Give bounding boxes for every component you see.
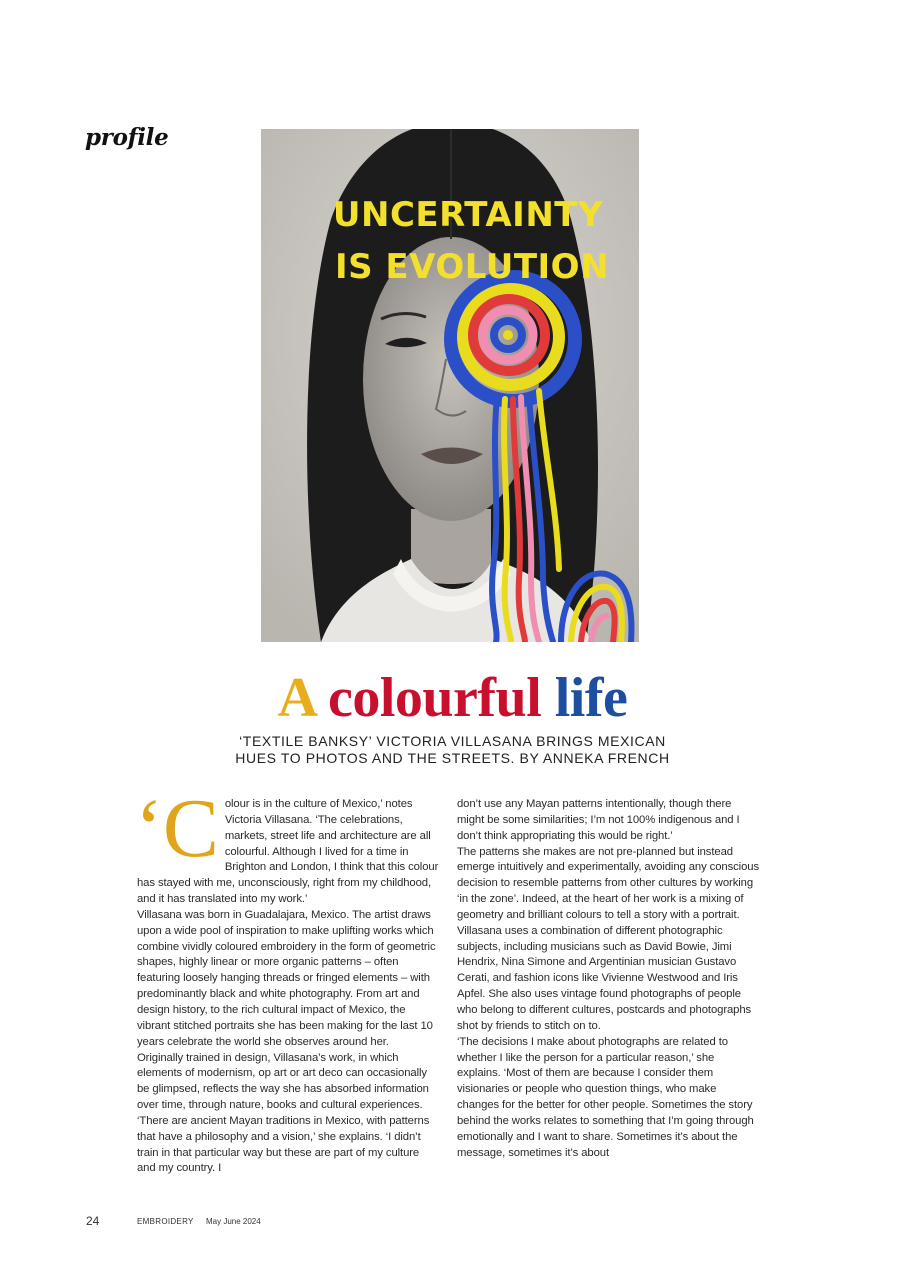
photo-overlay-line-2: IS EVOLUTION (334, 247, 610, 287)
article-column-left (135, 782, 439, 1177)
section-label: profile (85, 124, 169, 151)
paragraph: Villasana was born in Guadalajara, Mexico. The artist draws upon a wide pool of inspiration to make uplifting works which combine vividly coloured embroidery in the form of geometric shapes, highly linear or more organic patterns – often featuring loosely hanging threads or fringed elements – with predominantly black and white photography. From art and design history, to the rich cultural impact of Mexico, the vibrant stitched portraits she has been making for the last 10 years celebrate the world she observes around her. (137, 908, 436, 1048)
issue-date: May June 2024 (206, 1217, 261, 1226)
headline-word-2: colourful (327, 667, 542, 729)
standfirst-line-2: HUES TO PHOTOS AND THE STREETS. BY ANNEKA FRENCH (235, 750, 670, 766)
paragraph: Villasana uses a combination of different photographic subjects, including musicians such as David Bowie, Jimi Hendrix, Nina Simone and Argentinian musician Gustavo Cerati, and fashion icons like Vivienne Westwood and Iris Apfel. She also uses vintage found photographs of people who belong to different cultures, postcards and photographs shot by friends to stitch on to. (457, 924, 752, 1032)
drop-cap: ‘C (135, 782, 219, 875)
paragraph: olour is in the culture of Mexico,’ notes Victoria Villasana. ‘The celebrations, markets, street life and architecture are all colourful. Although I lived for a time in Brighton and London, I think that this colour has stayed with me, unconsciously, right from my childhood, and it has translated into my work.’ (137, 798, 439, 906)
headline-word-1: A (277, 667, 315, 729)
standfirst (180, 733, 725, 767)
magazine-name: EMBROIDERY (137, 1217, 194, 1226)
page-number: 24 (86, 1214, 100, 1228)
paragraph: Originally trained in design, Villasana’s work, in which elements of modernism, op art or art deco can occasionally be glimpsed, reflects the way she has absorbed information over time, through nature, books and cultural experiences. ‘There are ancient Mayan traditions in Mexico, with patterns that have a philosophy and a vision,’ she explains. ‘I didn’t train in that particular way but these are part of my culture and my country. I (137, 1051, 430, 1175)
photo-overlay-line-1: UNCERTAINTY (332, 195, 604, 235)
paragraph: ‘The decisions I make about photographs are related to whether I like the person for a particular reason,’ she explains. ‘Most of them are because I consider them visionaries or people who question things, who make changes for the better for other people. Sometimes the story behind the works relates to something that I’m going through emotionally and I want to share. Sometimes it’s about the message, sometimes it’s about (457, 1035, 754, 1159)
standfirst-line-1: ‘TEXTILE BANKSY’ VICTORIA VILLASANA BRINGS MEXICAN (239, 733, 666, 749)
article-column-right (457, 797, 759, 1161)
headline-word-3: life (554, 667, 628, 729)
paragraph: don’t use any Mayan patterns intentionally, though there might be some similarities; I’m not 100% indigenous and I don’t think appropriating this would be right.’ (457, 798, 740, 842)
portrait-artwork-photo (261, 129, 639, 642)
headline (0, 664, 905, 732)
paragraph: The patterns she makes are not pre-planned but instead emerge intuitively and experimentally, avoiding any conscious decision to resemble patterns from other cultures by working ‘in the zone’. Indeed, at the heart of her work is a mixing of geometry and brilliant colours to tell a story with a portrait. (457, 845, 760, 921)
